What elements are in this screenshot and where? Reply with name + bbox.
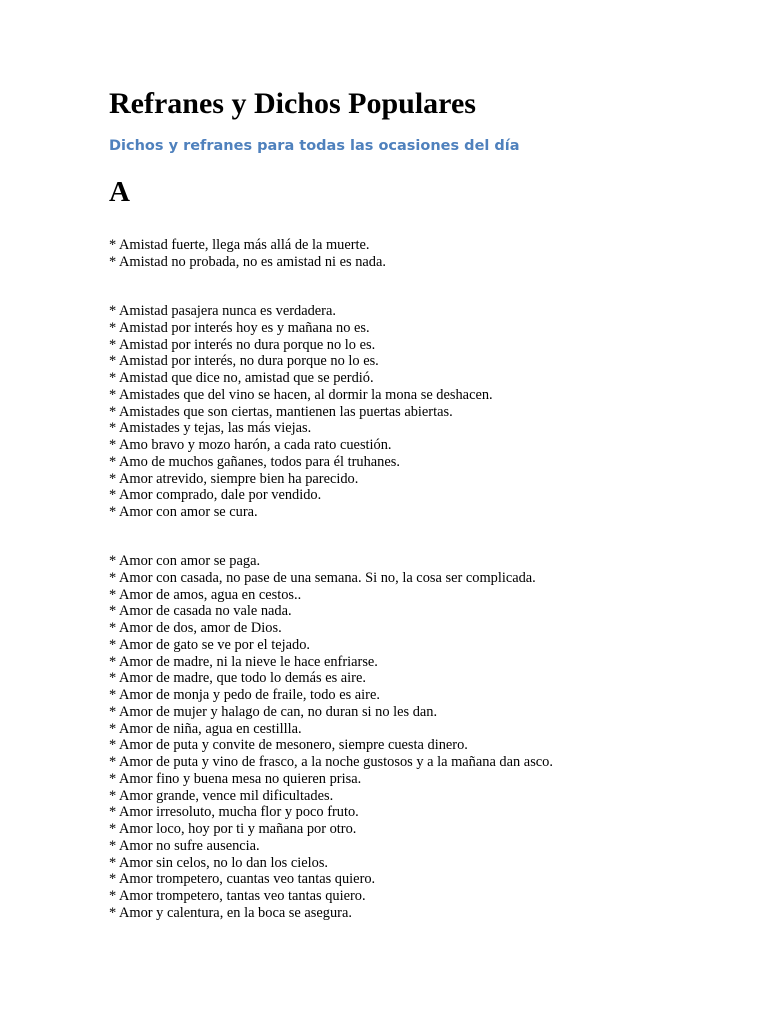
proverb-line: * Amor de dos, amor de Dios. bbox=[109, 620, 282, 636]
proverb-line: * Amistades que son ciertas, mantienen las puertas abiertas. bbox=[109, 403, 453, 420]
proverb-line: * Amistad por interés, no dura porque no lo es. bbox=[109, 353, 379, 370]
proverb-group-2 bbox=[109, 303, 493, 521]
proverb-group-3 bbox=[109, 553, 553, 922]
proverb-line: * Amor con casada, no pase de una semana. Si no, la cosa ser complicada. bbox=[109, 569, 536, 586]
proverb-line: * Amor de monja y pedo de fraile, todo es aire. bbox=[109, 687, 380, 703]
proverb-line: * Amor sin celos, no lo dan los cielos. bbox=[109, 854, 329, 871]
proverb-line: * Amistad que dice no, amistad que se perdió. bbox=[109, 370, 374, 386]
page-title: Refranes y Dichos Populares bbox=[109, 87, 476, 120]
proverb-line: * Amistades y tejas, las más viejas. bbox=[109, 420, 312, 437]
proverb-line: * Amor de puta y vino de frasco, a la noche gustosos y a la mañana dan asco. bbox=[109, 754, 553, 770]
proverb-line: * Amor comprado, dale por vendido. bbox=[109, 487, 322, 504]
proverb-line: * Amor trompetero, tantas veo tantas quiero. bbox=[109, 888, 366, 904]
proverb-line: * Amor loco, hoy por ti y mañana por otro. bbox=[109, 821, 357, 837]
proverb-line: * Amor de casada no vale nada. bbox=[109, 603, 292, 620]
proverb-line: * Amor de niña, agua en cestillla. bbox=[109, 720, 302, 737]
proverb-line: * Amor con amor se paga. bbox=[109, 553, 261, 569]
proverb-line: * Amistad no probada, no es amistad ni es nada. bbox=[109, 253, 386, 270]
proverb-line: * Amor irresoluto, mucha flor y poco fruto. bbox=[109, 804, 359, 821]
proverb-line: * Amor atrevido, siempre bien ha parecido. bbox=[109, 470, 359, 487]
proverb-line: * Amor fino y buena mesa no quieren prisa. bbox=[109, 770, 362, 787]
proverb-line: * Amor de puta y convite de mesonero, siempre cuesta dinero. bbox=[109, 737, 468, 754]
proverb-line: * Amo de muchos gañanes, todos para él truhanes. bbox=[109, 453, 400, 470]
proverb-line: * Amistades que del vino se hacen, al dormir la mona se deshacen. bbox=[109, 386, 493, 403]
proverb-line: * Amistad fuerte, llega más allá de la muerte. bbox=[109, 237, 370, 253]
proverb-line: * Amor de gato se ve por el tejado. bbox=[109, 636, 311, 653]
proverb-line: * Amor trompetero, cuantas veo tantas quiero. bbox=[109, 871, 376, 888]
section-letter: A bbox=[109, 176, 130, 208]
page-subtitle: Dichos y refranes para todas las ocasiones del día bbox=[109, 138, 520, 154]
proverb-line: * Amistad por interés hoy es y mañana no es. bbox=[109, 319, 370, 336]
proverb-line: * Amor de madre, ni la nieve le hace enfriarse. bbox=[109, 653, 378, 670]
proverb-line: * Amor de amos, agua en cestos.. bbox=[109, 586, 302, 603]
proverb-line: * Amistad pasajera nunca es verdadera. bbox=[109, 303, 336, 319]
proverb-line: * Amor de mujer y halago de can, no duran si no les dan. bbox=[109, 703, 438, 720]
proverb-line: * Amor y calentura, en la boca se asegura. bbox=[109, 904, 352, 921]
proverb-group-1 bbox=[109, 237, 386, 271]
proverb-line: * Amor de madre, que todo lo demás es aire. bbox=[109, 670, 366, 687]
proverb-line: * Amor no sufre ausencia. bbox=[109, 837, 260, 854]
proverb-line: * Amistad por interés no dura porque no lo es. bbox=[109, 336, 376, 353]
proverb-line: * Amor grande, vence mil dificultades. bbox=[109, 787, 334, 804]
proverb-line: * Amo bravo y mozo harón, a cada rato cuestión. bbox=[109, 437, 392, 453]
proverb-line: * Amor con amor se cura. bbox=[109, 504, 258, 520]
